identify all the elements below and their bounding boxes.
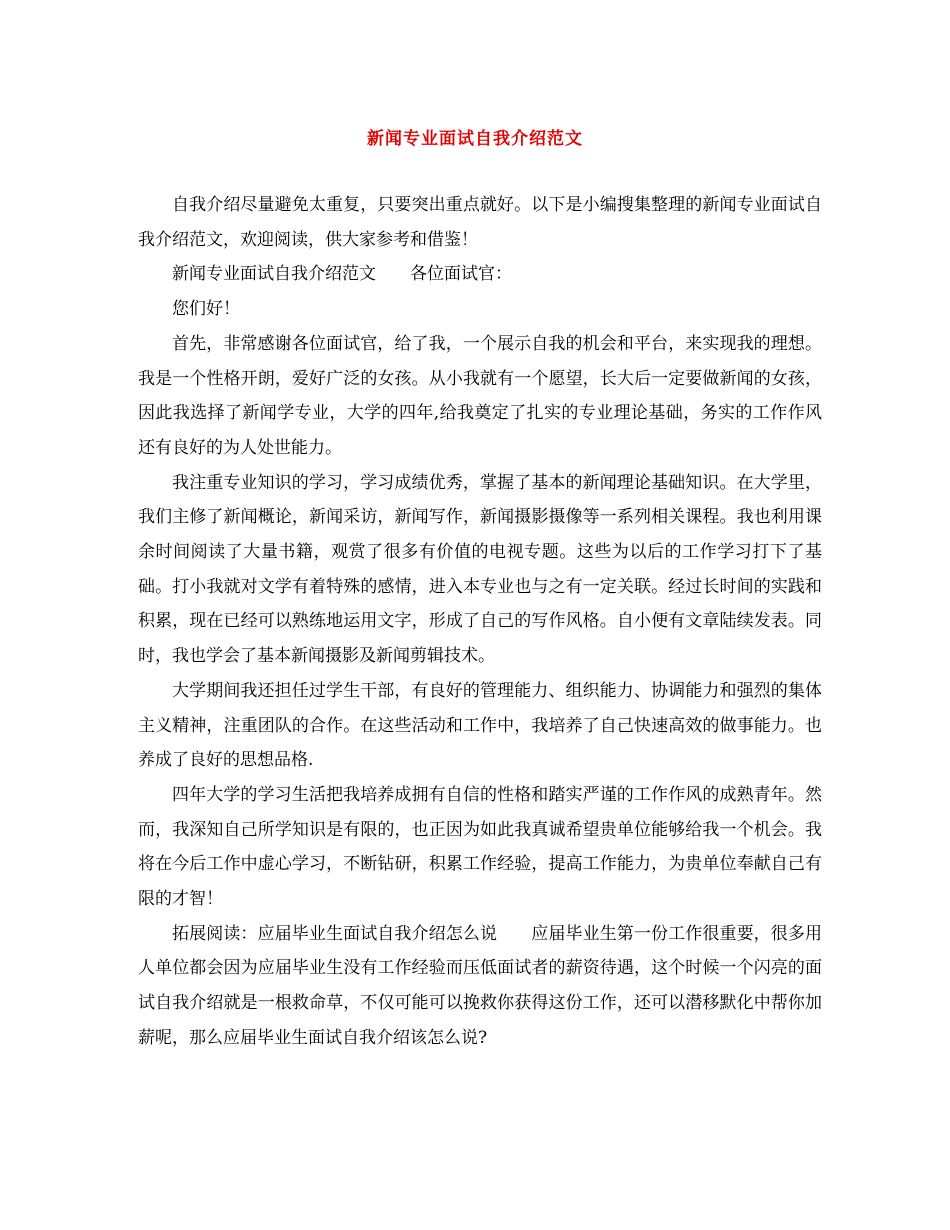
document-title: 新闻专业面试自我介绍范文 [367,129,583,149]
document-body [138,188,822,1056]
paragraph-salutation: 您们好！ [172,299,240,320]
paragraph-study-skills: 我注重专业知识的学习，学习成绩优秀，掌握了基本的新闻理论基础知识。在大学里，我们主修了新闻概论，新闻采访，新闻写作，新闻摄影摄像等一系列相关课程。我也利用课余时间阅读了大量书籍，观赏了很多有价值的电视专题。这些为以后的工作学习打下了基础。打小我就对文学有着特殊的感情，进入本专业也与之有一定关联。经过长时间的实践和积累，现在已经可以熟练地运用文字，形成了自己的写作风格。自小便有文章陆续发表。同时，我也学会了基本新闻摄影及新闻剪辑技术。 [138,472,822,667]
paragraph-closing: 四年大学的学习生活把我培养成拥有自信的性格和踏实严谨的工作作风的成熟青年。然而，我深知自己所学知识是有限的，也正因为如此我真诚希望贵单位能够给我一个机会。我将在今后工作中虚心学习，不断钻研，积累工作经验，提高工作能力，为贵单位奉献自己有限的才智！ [138,784,822,910]
paragraph-intro: 自我介绍尽量避免太重复，只要突出重点就好。以下是小编搜集整理的新闻专业面试自我介绍范文，欢迎阅读，供大家参考和借鉴！ [138,195,822,250]
paragraph-heading-greeting: 新闻专业面试自我介绍范文 各位面试官： [172,264,512,285]
paragraph-thanks-background: 首先，非常感谢各位面试官，给了我，一个展示自我的机会和平台，来实现我的理想。我是一个性格开朗，爱好广泛的女孩。从小我就有一个愿望，长大后一定要做新闻的女孩，因此我选择了新闻学专业，大学的四年,给我奠定了扎实的专业理论基础，务实的工作作风还有良好的为人处世能力。 [138,333,822,458]
paragraph-student-leader: 大学期间我还担任过学生干部，有良好的管理能力、组织能力、协调能力和强烈的集体主义精神，注重团队的合作。在这些活动和工作中，我培养了自己快速高效的做事能力。也养成了良好的思想品格. [138,680,822,771]
paragraph-extended-reading: 拓展阅读：应届毕业生面试自我介绍怎么说 应届毕业生第一份工作很重要，很多用人单位都会因为应届毕业生没有工作经验而压低面试者的薪资待遇，这个时候一个闪亮的面试自我介绍就是一根救命草，不仅可能可以挽救你获得这份工作，还可以潜移默化中帮你加薪呢，那么应届毕业生面试自我介绍该怎么说? [138,923,822,1048]
